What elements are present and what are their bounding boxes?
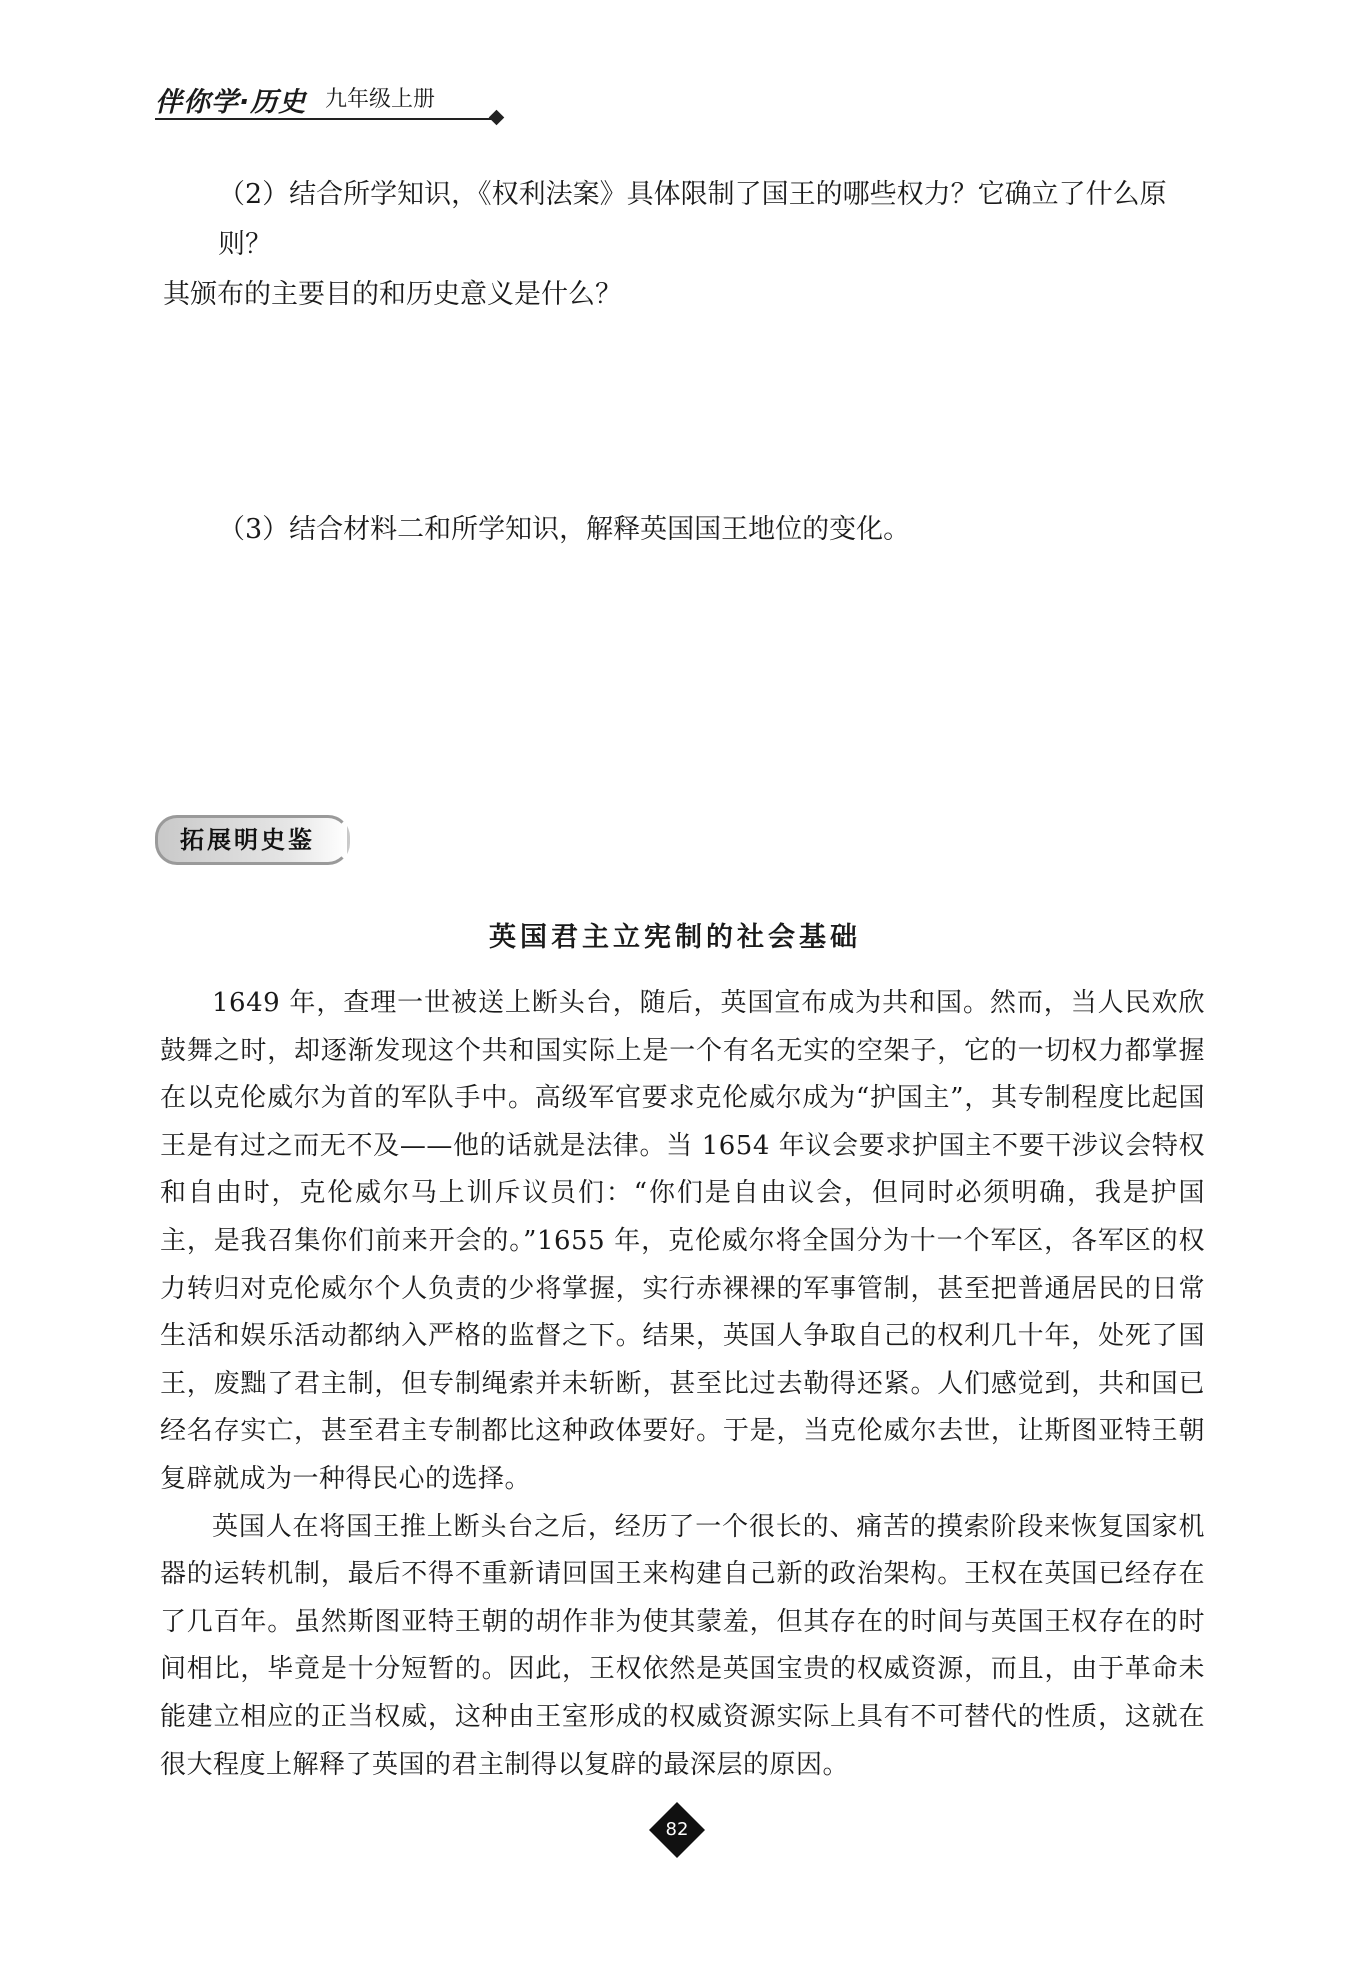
running-header (155, 80, 515, 120)
question-2-line-1: （2）结合所学知识，《权利法案》具体限制了国王的哪些权力？它确立了什么原则？ (218, 179, 1167, 260)
page-number: 82 (665, 1819, 689, 1840)
header-diamond-icon (489, 110, 505, 126)
article-paragraph-2: 英国人在将国王推上断头台之后，经历了一个很长的、痛苦的摸索阶段来恢复国家机器的运转机制，最后不得不重新请回国王来构建自己新的政治架构。王权在英国已经存在了几百年。虽然斯图亚特王朝的胡作非为使其蒙羞，但其存在的时间与英国王权存在的时间相比，毕竟是十分短暂的。因此，王权依然是英国宝贵的权威资源，而且，由于革命未能建立相应的正当权威，这种由王室形成的权威资源实际上具有不可替代的性质，这就在很大程度上解释了英国的君主制得以复辟的最深层的原因。 (160, 1511, 1205, 1780)
article-paragraph-1: 1649 年，查理一世被送上断头台，随后，英国宣布成为共和国。然而，当人民欢欣鼓舞之时，却逐渐发现这个共和国实际上是一个有名无实的空架子，它的一切权力都掌握在以克伦威尔为首的军队手中。高级军官要求克伦威尔成为“护国主”，其专制程度比起国王是有过之而无不及——他的话就是法律。当 1654 年议会要求护国主不要干涉议会特权和自由时，克伦威尔马上训斥议员们：“你们是自由议会，但同时必须明确，我是护国主，是我召集你们前来开会的。”1655 年，克伦威尔将全国分为十一个军区，各军区的权力转归对克伦威尔个人负责的少将掌握，实行赤裸裸的军事管制，甚至把普通居民的日常生活和娱乐活动都纳入严格的监督之下。结果，英国人争取自己的权利几十年，处死了国王，废黜了君主制，但专制绳索并未斩断，甚至比过去勒得还紧。人们感觉到，共和国已经名存实亡，甚至君主专制都比这种政体要好。于是，当克伦威尔去世，让斯图亚特王朝复辟就成为一种得民心的选择。 (160, 988, 1205, 1494)
question-2 (163, 170, 1208, 320)
article-title: 英国君主立宪制的社会基础 (489, 922, 861, 953)
header-rule (155, 118, 495, 120)
page-number-badge (655, 1808, 699, 1852)
question-2-line-2: 其颁布的主要目的和历史意义是什么？ (163, 279, 622, 310)
article-body (160, 980, 1205, 1789)
question-3: （3）结合材料二和所学知识，解释英国国王地位的变化。 (218, 514, 911, 545)
book-series-title: 伴你学·历史 (155, 87, 307, 118)
section-badge (155, 815, 350, 865)
section-badge-label: 拓展明史鉴 (155, 815, 350, 865)
book-grade-label: 九年级上册 (325, 87, 436, 112)
